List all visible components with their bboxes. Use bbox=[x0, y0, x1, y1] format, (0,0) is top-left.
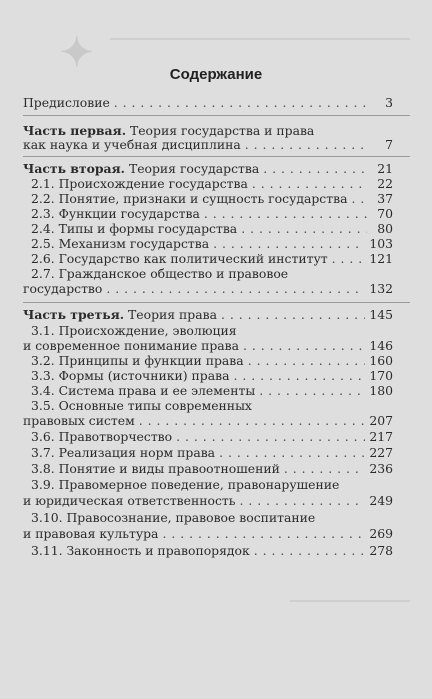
toc-page: 145 bbox=[369, 307, 393, 322]
toc-entry[interactable] bbox=[31, 222, 393, 236]
leader-dots bbox=[252, 177, 367, 191]
toc-label: 2.3. Функции государства bbox=[31, 206, 200, 221]
toc-label: 2.5. Механизм государства bbox=[31, 236, 210, 251]
toc-page: 227 bbox=[369, 445, 393, 460]
toc-entry[interactable] bbox=[23, 494, 393, 508]
toc-entry[interactable] bbox=[31, 544, 393, 558]
toc-page: 21 bbox=[377, 161, 393, 176]
toc-entry[interactable] bbox=[31, 177, 393, 191]
toc-entry[interactable] bbox=[31, 446, 393, 460]
leader-dots bbox=[248, 354, 366, 368]
toc-label: государство bbox=[23, 281, 103, 296]
toc-entry-line1[interactable]: 3.5. Основные типы современных bbox=[31, 398, 252, 413]
leader-dots bbox=[332, 252, 366, 266]
part-label: Часть третья. bbox=[23, 307, 125, 322]
toc-page: 80 bbox=[377, 221, 393, 236]
leader-dots bbox=[243, 339, 365, 353]
toc-label: 2.6. Государство как политический институт bbox=[31, 251, 328, 266]
toc-entry-preface[interactable] bbox=[23, 96, 393, 110]
toc-entry[interactable] bbox=[31, 354, 393, 368]
toc-label: 3.11. Законность и правопорядок bbox=[31, 543, 250, 558]
leader-dots bbox=[162, 527, 365, 541]
toc-label: 3.2. Принципы и функции права bbox=[31, 353, 244, 368]
leader-dots bbox=[241, 222, 367, 236]
divider bbox=[23, 156, 410, 157]
toc-page: 121 bbox=[369, 251, 393, 266]
toc-label: 3.6. Правотворчество bbox=[31, 429, 173, 444]
toc-page: 103 bbox=[369, 236, 393, 251]
toc-page: 146 bbox=[369, 338, 393, 353]
leader-dots bbox=[259, 384, 365, 398]
divider bbox=[23, 302, 410, 303]
toc-page: 217 bbox=[369, 429, 393, 444]
toc-entry[interactable] bbox=[31, 430, 393, 444]
part-title: Теория права bbox=[124, 307, 217, 322]
toc-entry[interactable] bbox=[31, 462, 393, 476]
leader-dots bbox=[114, 96, 367, 110]
toc-label: 3.4. Система права и ее элементы bbox=[31, 383, 256, 398]
toc-entry[interactable] bbox=[31, 192, 393, 206]
toc-label: 2.4. Типы и формы государства bbox=[31, 221, 238, 236]
toc-label: и современное понимание права bbox=[23, 338, 240, 353]
part-label: Часть первая. bbox=[23, 123, 127, 138]
toc-part-heading[interactable] bbox=[23, 162, 393, 176]
part-label: Часть вторая. bbox=[23, 161, 125, 176]
toc-entry[interactable] bbox=[23, 282, 393, 296]
leader-dots bbox=[139, 414, 366, 428]
toc-page: 7 bbox=[385, 137, 393, 152]
leader-dots bbox=[213, 237, 365, 251]
toc-page: 236 bbox=[369, 461, 393, 476]
leader-dots bbox=[245, 138, 367, 152]
toc-entry[interactable] bbox=[31, 252, 393, 266]
toc-page: 249 bbox=[369, 493, 393, 508]
leader-dots bbox=[240, 494, 366, 508]
toc-entry[interactable] bbox=[31, 384, 393, 398]
toc-label: 3.8. Понятие и виды правоотношений bbox=[31, 461, 280, 476]
leader-dots bbox=[284, 462, 366, 476]
toc-part-heading[interactable] bbox=[23, 308, 393, 322]
toc-entry[interactable] bbox=[23, 339, 393, 353]
toc-label: правовых систем bbox=[23, 413, 135, 428]
page-title: Содержание bbox=[169, 66, 263, 83]
bleed-through-band-bottom bbox=[290, 600, 410, 682]
toc-page: 180 bbox=[369, 383, 393, 398]
bleed-through-mark: ✦ bbox=[60, 31, 94, 75]
leader-dots bbox=[176, 430, 365, 444]
toc-page: 37 bbox=[377, 191, 393, 206]
toc-page: 269 bbox=[369, 526, 393, 541]
toc-page: 3 bbox=[385, 95, 393, 110]
toc-entry-line1[interactable]: 2.7. Гражданское общество и правовое bbox=[31, 266, 289, 281]
toc-part-heading[interactable] bbox=[23, 124, 314, 138]
toc-entry-line1[interactable]: 3.10. Правосознание, правовое воспитание bbox=[31, 510, 316, 525]
leader-dots bbox=[106, 282, 365, 296]
toc-label: и правовая культура bbox=[23, 526, 159, 541]
leader-dots bbox=[254, 544, 366, 558]
toc-label: и юридическая ответственность bbox=[23, 493, 236, 508]
toc-label: как наука и учебная дисциплина bbox=[23, 137, 241, 152]
part-title: Теория государства и права bbox=[126, 123, 315, 138]
leader-dots bbox=[204, 207, 367, 221]
leader-dots bbox=[221, 308, 365, 322]
toc-entry[interactable] bbox=[23, 527, 393, 541]
toc-label: 2.1. Происхождение государства bbox=[31, 176, 248, 191]
divider bbox=[23, 115, 410, 116]
toc-entry[interactable] bbox=[23, 414, 393, 428]
leader-dots bbox=[219, 446, 365, 460]
toc-entry[interactable] bbox=[31, 369, 393, 383]
toc-entry-part1[interactable] bbox=[23, 138, 393, 152]
toc-page: 207 bbox=[369, 413, 393, 428]
toc-page: 22 bbox=[377, 176, 393, 191]
toc-page: 132 bbox=[369, 281, 393, 296]
toc-label: 2.2. Понятие, признаки и сущность государства bbox=[31, 191, 348, 206]
toc-entry-line1[interactable]: 3.1. Происхождение, эволюция bbox=[31, 323, 237, 338]
toc-label: Предисловие bbox=[23, 95, 110, 110]
toc-page: 170 bbox=[369, 368, 393, 383]
toc-label: 3.7. Реализация норм права bbox=[31, 445, 216, 460]
toc-entry[interactable] bbox=[31, 237, 393, 251]
toc-page: 70 bbox=[377, 206, 393, 221]
part-title: Теория государства bbox=[125, 161, 260, 176]
leader-dots bbox=[233, 369, 365, 383]
leader-dots bbox=[351, 192, 367, 206]
leader-dots bbox=[263, 162, 367, 176]
toc-page: 278 bbox=[369, 543, 393, 558]
toc-entry[interactable] bbox=[31, 207, 393, 221]
toc-entry-line1[interactable]: 3.9. Правомерное поведение, правонарушение bbox=[31, 477, 340, 492]
toc-label: 3.3. Формы (источники) права bbox=[31, 368, 230, 383]
toc-page: 160 bbox=[369, 353, 393, 368]
